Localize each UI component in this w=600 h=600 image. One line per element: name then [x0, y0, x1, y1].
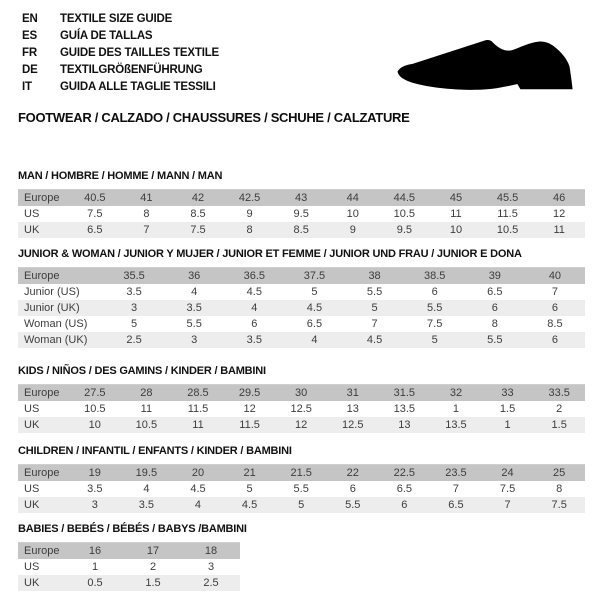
size-cell: 13.5 — [393, 403, 416, 415]
size-cell: 42 — [191, 192, 205, 204]
size-section-man — [18, 170, 585, 238]
size-cell: 6.5 — [487, 286, 503, 298]
language-code: DE — [22, 64, 38, 76]
size-cell: 0.5 — [87, 577, 103, 589]
size-cell: 2.5 — [203, 577, 219, 589]
size-section-junior-woman — [18, 248, 585, 348]
language-row — [22, 45, 219, 62]
row-label: UK — [24, 419, 40, 431]
size-cell: 4 — [194, 499, 202, 511]
table-title-man: MAN / HOMBRE / HOMME / MANN / MAN — [18, 170, 223, 182]
size-cell: 11.5 — [239, 419, 260, 431]
size-cell: 16 — [88, 545, 102, 557]
size-cell: 6 — [551, 302, 558, 314]
size-cell: 39 — [488, 270, 501, 282]
size-cell: 5.5 — [293, 483, 309, 495]
table-row — [18, 481, 585, 497]
size-cell: 7.5 — [499, 483, 516, 495]
size-cell: 5.5 — [186, 318, 202, 330]
size-cell: 7.5 — [87, 208, 103, 220]
table-row — [18, 559, 240, 575]
size-cell: 1 — [504, 419, 511, 431]
row-label: UK — [24, 499, 40, 511]
row-label: Europe — [24, 387, 60, 399]
size-cell: 12 — [243, 403, 256, 415]
size-cell: 5 — [311, 286, 318, 298]
size-cell: 5 — [371, 302, 378, 314]
size-cell: 8.5 — [547, 318, 563, 330]
row-label: Europe — [24, 192, 60, 204]
size-cell: 12 — [295, 419, 308, 431]
size-cell: 3 — [207, 561, 215, 573]
table-row — [18, 575, 240, 591]
size-cell: 37.5 — [303, 270, 326, 282]
size-cell: 12.5 — [290, 403, 312, 415]
size-cell: 12 — [553, 208, 566, 220]
row-label: US — [24, 561, 40, 573]
size-cell: 6 — [431, 286, 438, 298]
table-row — [18, 417, 585, 433]
size-cell: 8 — [491, 318, 498, 330]
language-label: TEXTILGRÖßENFÜHRUNG — [60, 64, 203, 76]
size-cell: 11 — [192, 419, 204, 431]
row-label: Woman (US) — [24, 318, 88, 330]
size-cell: 8 — [556, 483, 563, 495]
size-cell: 8 — [246, 224, 253, 236]
row-label: US — [24, 483, 40, 495]
size-cell: 5 — [298, 499, 305, 511]
size-cell: 13 — [346, 403, 359, 415]
table-row — [18, 206, 585, 222]
table-row — [18, 268, 585, 285]
size-cell: 3.5 — [246, 334, 262, 346]
size-cell: 13.5 — [445, 419, 467, 431]
size-cell: 1.5 — [499, 403, 516, 415]
size-cell: 3.5 — [138, 499, 155, 511]
size-cell: 3.5 — [87, 483, 103, 495]
size-cell: 11 — [140, 403, 153, 415]
size-cell: 33 — [501, 387, 514, 399]
size-cell: 7 — [452, 483, 460, 495]
size-cell: 4 — [143, 483, 150, 495]
row-label: Junior (UK) — [24, 302, 80, 314]
language-label: GUÍA DE TALLAS — [60, 30, 153, 42]
size-cell: 7.5 — [551, 499, 567, 511]
size-cell: 11.5 — [187, 403, 209, 415]
size-cell: 36.5 — [243, 270, 266, 282]
size-cell: 5 — [131, 318, 138, 330]
size-cell: 8 — [143, 208, 150, 220]
size-cell: 25 — [553, 467, 566, 479]
size-cell: 35.5 — [123, 270, 145, 282]
size-cell: 10.5 — [393, 208, 416, 220]
size-cell: 11 — [450, 208, 462, 220]
size-cell: 44.5 — [393, 192, 416, 204]
size-cell: 7 — [504, 499, 511, 511]
size-cell: 7.5 — [190, 224, 206, 236]
size-cell: 1 — [91, 561, 99, 573]
size-cell: 36 — [188, 270, 201, 282]
size-cell: 46 — [553, 192, 566, 204]
size-cell: 31 — [346, 387, 359, 399]
size-cell: 4.5 — [190, 483, 206, 495]
children-size-table — [18, 464, 585, 513]
size-cell: 42.5 — [238, 192, 261, 204]
size-cell: 4.5 — [366, 334, 383, 346]
size-cell: 43 — [295, 192, 308, 204]
table-row — [18, 222, 585, 238]
size-cell: 1.5 — [551, 419, 567, 431]
man-size-table — [18, 189, 585, 238]
size-cell: 28.5 — [187, 387, 209, 399]
size-cell: 6 — [491, 302, 498, 314]
size-cell: 6 — [251, 318, 258, 330]
size-cell: 3 — [131, 302, 138, 314]
size-cell: 1 — [452, 403, 460, 415]
language-label: GUIDA ALLE TAGLIE TESSILI — [60, 81, 216, 93]
size-cell: 30 — [295, 387, 308, 399]
size-cell: 10 — [88, 419, 101, 431]
size-cell: 1.5 — [145, 577, 161, 589]
size-cell: 5.5 — [427, 302, 443, 314]
size-cell: 21 — [243, 467, 256, 479]
kids-size-table — [18, 384, 585, 433]
row-label: Europe — [24, 545, 60, 557]
language-label: TEXTILE SIZE GUIDE — [60, 13, 173, 25]
size-cell: 41 — [140, 192, 153, 204]
size-cell: 6 — [401, 499, 408, 511]
size-cell: 3 — [191, 334, 198, 346]
size-cell: 44 — [346, 192, 359, 204]
table-row — [18, 316, 585, 332]
size-cell: 10 — [346, 208, 359, 220]
language-code: FR — [22, 47, 37, 59]
table-row — [18, 385, 585, 402]
language-code: IT — [22, 81, 32, 93]
size-cell: 21.5 — [290, 467, 312, 479]
language-code: EN — [22, 13, 38, 25]
size-cell: 12.5 — [342, 419, 364, 431]
size-cell: 4 — [191, 286, 198, 298]
size-cell: 6.5 — [448, 499, 464, 511]
category-title: FOOTWEAR / CALZADO / CHAUSSURES / SCHUHE / CALZATURE — [18, 110, 410, 125]
babies-size-table — [18, 542, 240, 591]
size-cell: 40 — [548, 270, 562, 282]
size-cell: 40.5 — [84, 192, 106, 204]
size-cell: 9 — [349, 224, 356, 236]
size-cell: 4 — [311, 334, 318, 346]
language-code: ES — [22, 30, 37, 42]
row-label: US — [24, 208, 40, 220]
size-cell: 11 — [553, 224, 565, 236]
size-cell: 11.5 — [497, 208, 518, 220]
junior-woman-size-table — [18, 267, 585, 348]
size-cell: 7 — [371, 318, 378, 330]
language-list — [22, 11, 219, 96]
language-row — [22, 62, 219, 79]
size-cell: 2 — [556, 403, 563, 415]
row-label: Junior (US) — [24, 286, 80, 298]
table-row — [18, 332, 585, 348]
table-row — [18, 401, 585, 417]
size-cell: 29.5 — [238, 387, 261, 399]
size-cell: 7 — [551, 286, 558, 298]
size-cell: 10.5 — [135, 419, 158, 431]
size-cell: 10 — [449, 224, 463, 236]
size-cell: 7.5 — [427, 318, 443, 330]
size-cell: 24 — [501, 467, 514, 479]
size-cell: 7 — [143, 224, 150, 236]
row-label: UK — [24, 224, 40, 236]
size-cell: 18 — [204, 545, 218, 557]
table-title-kids: KIDS / NIÑOS / DES GAMINS / KINDER / BAMBINI — [18, 365, 266, 377]
table-row — [18, 465, 585, 482]
size-cell: 22.5 — [393, 467, 416, 479]
language-row — [22, 79, 219, 96]
size-section-kids — [18, 365, 585, 433]
table-title-children: CHILDREN / INFANTIL / ENFANTS / KINDER / BAMBINI — [18, 445, 292, 457]
size-cell: 4.5 — [246, 286, 262, 298]
size-cell: 5.5 — [487, 334, 503, 346]
size-cell: 4.5 — [241, 499, 258, 511]
size-cell: 32 — [449, 387, 463, 399]
row-label: US — [24, 403, 40, 415]
size-cell: 10.5 — [84, 403, 106, 415]
size-cell: 6 — [349, 483, 356, 495]
size-cell: 6.5 — [87, 224, 103, 236]
size-cell: 5 — [246, 483, 253, 495]
language-row — [22, 11, 219, 28]
size-cell: 3.5 — [186, 302, 202, 314]
size-section-babies — [18, 523, 247, 591]
size-cell: 4.5 — [306, 302, 323, 314]
row-label: Woman (UK) — [24, 334, 88, 346]
size-cell: 38 — [368, 270, 381, 282]
size-cell: 9.5 — [293, 208, 309, 220]
size-cell: 5.5 — [345, 499, 361, 511]
dress-shoe-icon — [396, 37, 574, 94]
size-cell: 20 — [191, 467, 205, 479]
table-row — [18, 543, 240, 560]
size-section-children — [18, 445, 585, 513]
size-cell: 10.5 — [496, 224, 519, 236]
table-row — [18, 190, 585, 207]
language-label: GUIDE DES TAILLES TEXTILE — [60, 47, 219, 59]
table-row — [18, 300, 585, 316]
size-cell: 8.5 — [190, 208, 206, 220]
language-row — [22, 28, 219, 45]
size-cell: 5.5 — [366, 286, 383, 298]
size-cell: 38.5 — [423, 270, 446, 282]
size-cell: 13 — [398, 419, 411, 431]
size-cell: 5 — [431, 334, 438, 346]
table-title-babies: BABIES / BEBÉS / BÉBÉS / BABYS /BAMBINI — [18, 523, 247, 535]
size-cell: 45.5 — [496, 192, 519, 204]
size-cell: 2.5 — [126, 334, 142, 346]
size-cell: 23.5 — [445, 467, 467, 479]
size-cell: 31.5 — [393, 387, 416, 399]
size-cell: 22 — [346, 467, 359, 479]
size-cell: 2 — [149, 561, 157, 573]
size-cell: 6 — [551, 334, 558, 346]
size-cell: 33.5 — [548, 387, 570, 399]
size-cell: 19.5 — [135, 467, 158, 479]
size-cell: 28 — [140, 387, 153, 399]
size-cell: 17 — [146, 545, 160, 557]
size-cell: 6.5 — [396, 483, 412, 495]
size-cell: 6.5 — [306, 318, 323, 330]
size-cell: 3.5 — [126, 286, 142, 298]
row-label: Europe — [24, 270, 60, 282]
row-label: Europe — [24, 467, 60, 479]
size-cell: 45 — [449, 192, 463, 204]
table-row — [18, 284, 585, 300]
size-cell: 19 — [88, 467, 101, 479]
size-cell: 4 — [251, 302, 258, 314]
table-title-junior-woman: JUNIOR & WOMAN / JUNIOR Y MUJER / JUNIOR ET FEMME / JUNIOR UND FRAU / JUNIOR E DONA — [18, 248, 522, 260]
size-cell: 9.5 — [396, 224, 412, 236]
size-cell: 9 — [246, 208, 253, 220]
size-cell: 8.5 — [293, 224, 309, 236]
row-label: UK — [24, 577, 40, 589]
size-cell: 3 — [91, 499, 98, 511]
table-row — [18, 497, 585, 513]
size-cell: 27.5 — [84, 387, 106, 399]
